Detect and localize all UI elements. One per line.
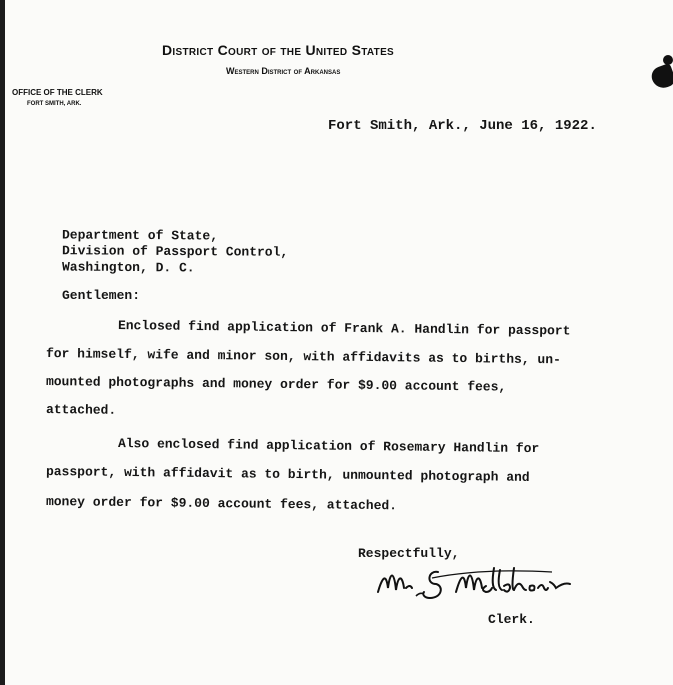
paragraph2-line-3: money order for $9.00 account fees, attached.: [45, 494, 398, 514]
address-line-1: Department of State,: [61, 227, 219, 244]
paragraph1-line-1: Enclosed find application of Frank A. Handlin for passport: [117, 318, 571, 339]
salutation: Gentlemen:: [62, 288, 141, 303]
closing: Respectfully,: [358, 546, 460, 561]
paragraph2-line-1: Also enclosed find application of Rosemary Handlin for: [117, 436, 540, 457]
address-line-3: Washington, D. C.: [61, 259, 195, 276]
letter-date: Fort Smith, Ark., June 16, 1922.: [328, 118, 597, 134]
office-location-label: FORT SMITH, ARK.: [27, 101, 82, 107]
paragraph1-line-2: for himself, wife and minor son, with affidavits as to births, un-: [45, 346, 561, 368]
letterhead-subtitle: Western District of Arkansas: [226, 66, 341, 76]
paragraph1-line-3: mounted photographs and money order for $9.00 account fees,: [45, 374, 507, 395]
signer-title: Clerk.: [488, 612, 535, 627]
address-line-2: Division of Passport Control,: [61, 243, 289, 260]
paragraph1-line-4: attached.: [45, 402, 117, 418]
ink-blot-small: [663, 55, 673, 65]
page-edge-shadow: [0, 0, 5, 685]
office-of-clerk-label: OFFICE OF THE CLERK: [12, 88, 103, 97]
handwritten-signature: [372, 558, 582, 608]
paragraph2-line-2: passport, with affidavit as to birth, unmounted photograph and: [45, 464, 530, 485]
letterhead-title: District Court of the United States: [162, 42, 395, 58]
ink-blot: [649, 63, 673, 91]
